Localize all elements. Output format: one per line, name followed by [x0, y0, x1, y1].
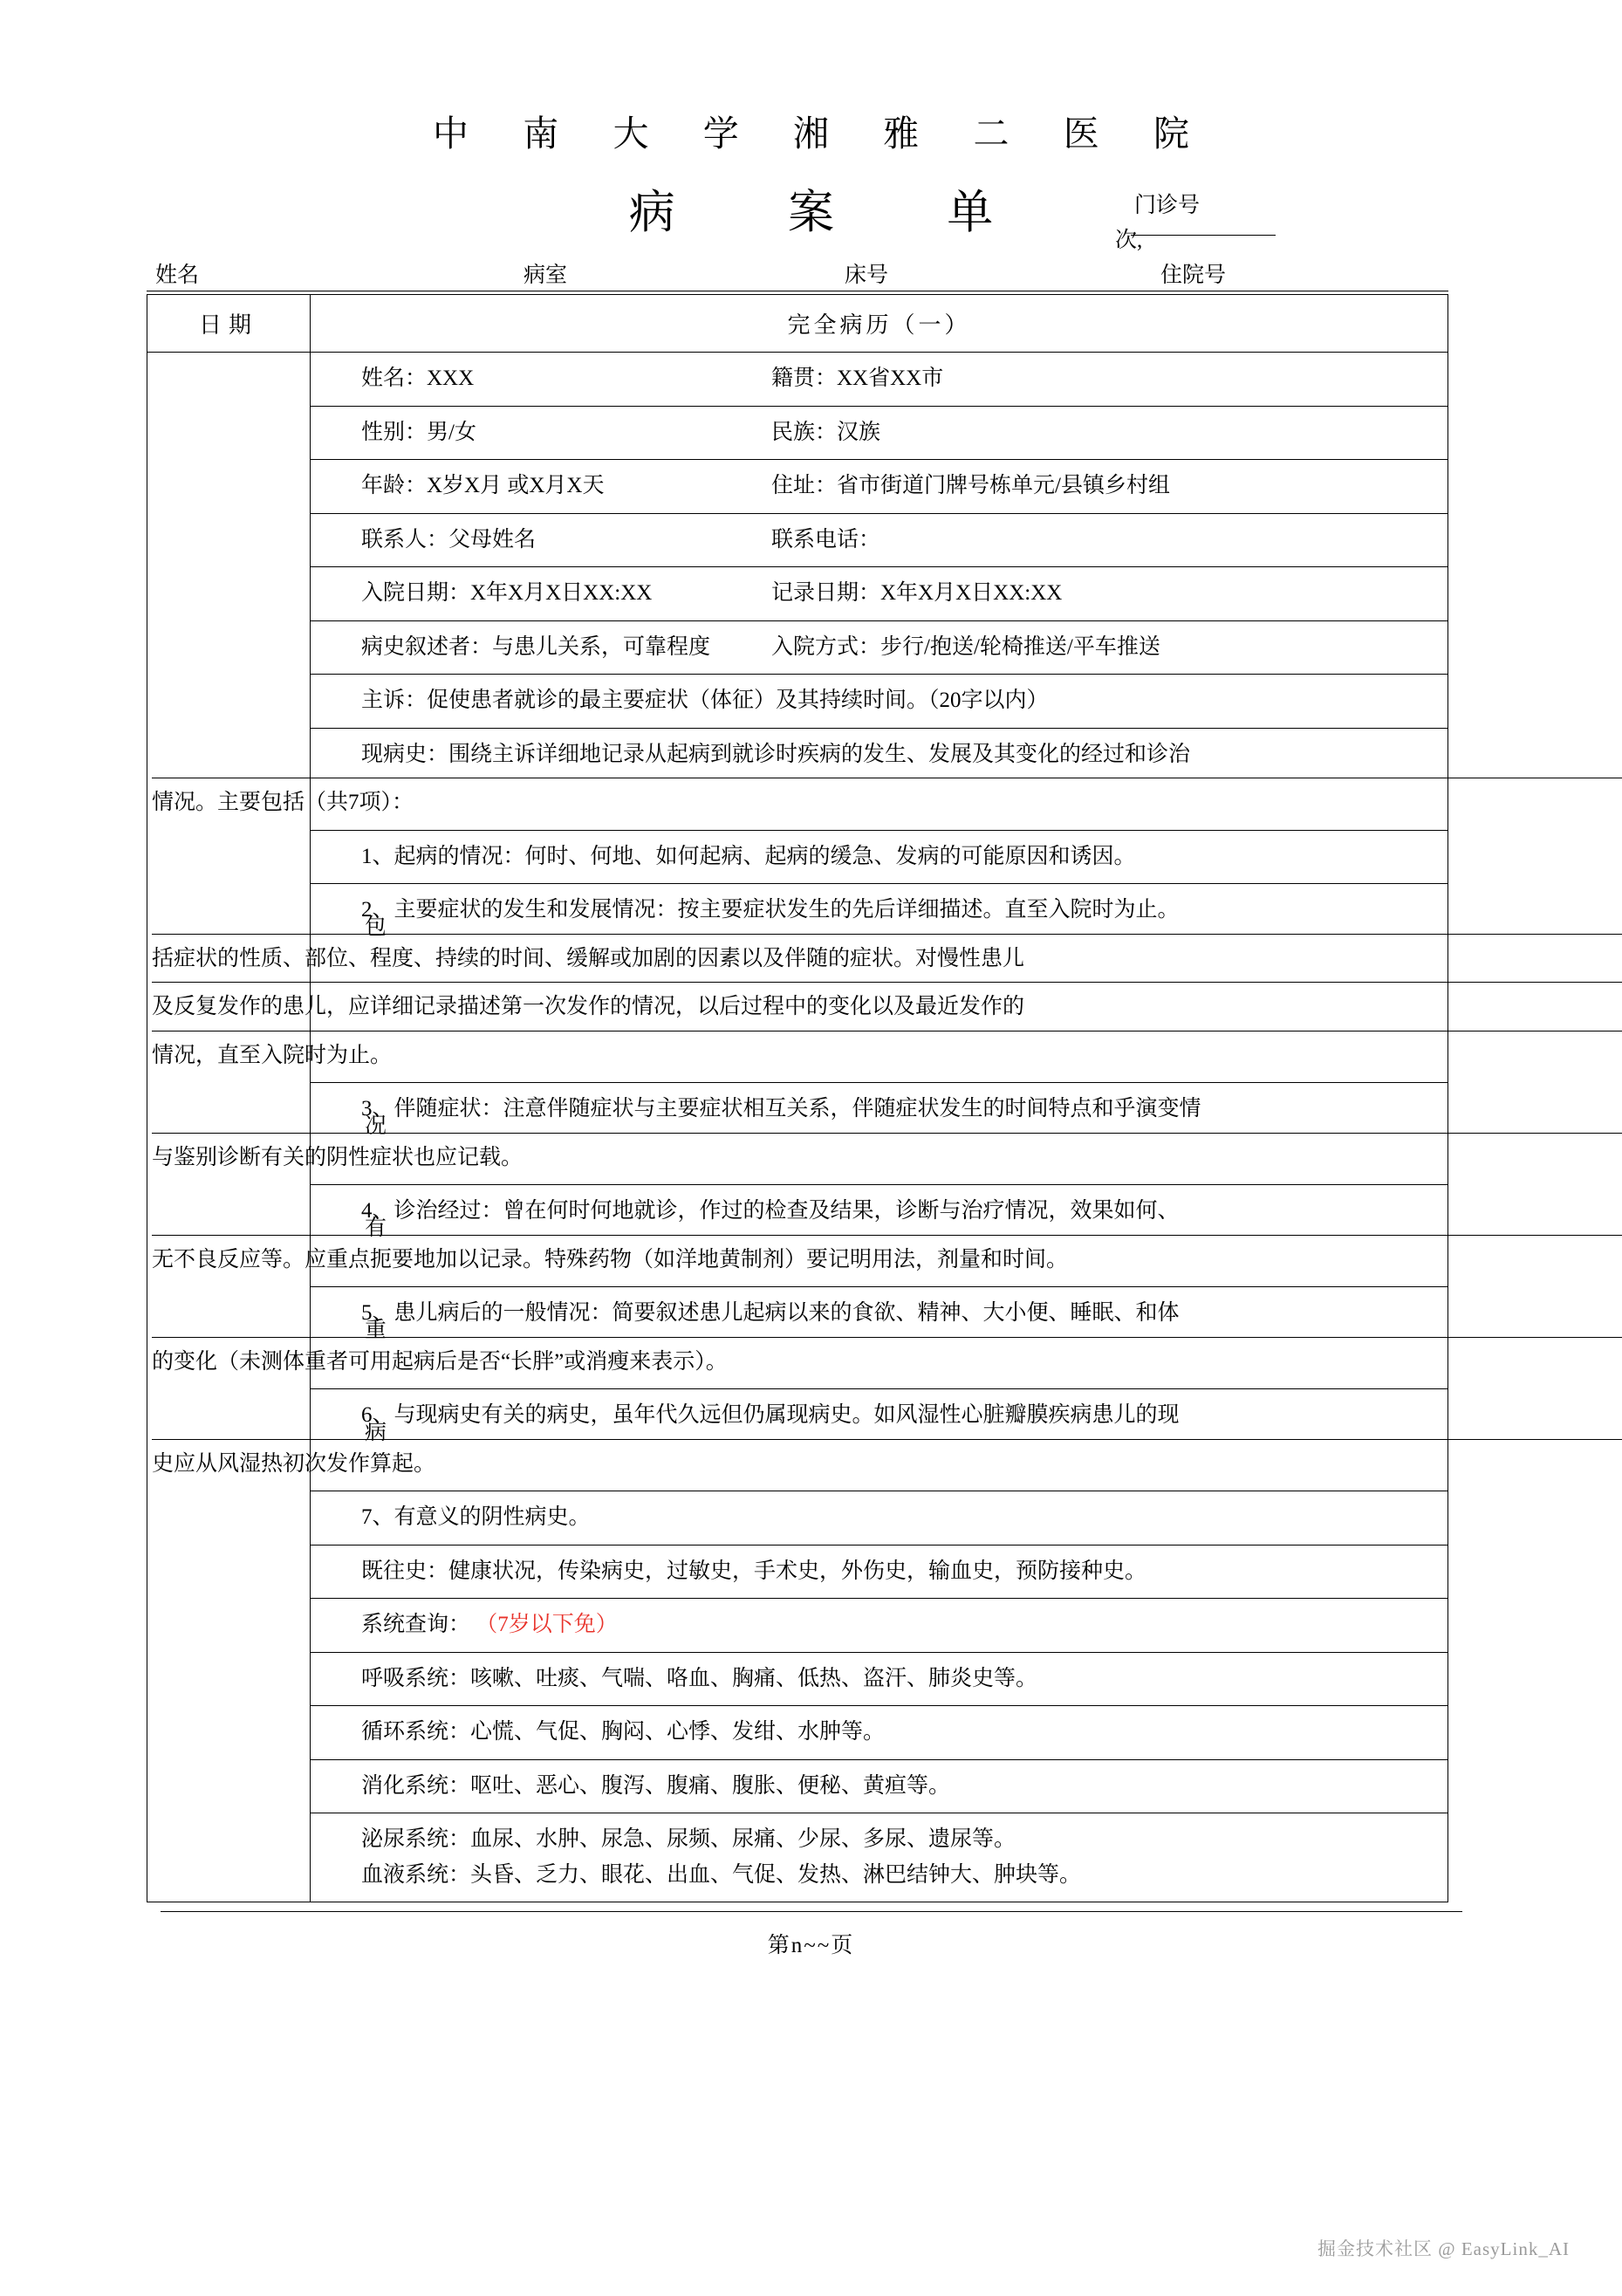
row-field-left: 联系人：父母姓名: [361, 527, 537, 552]
date-column-header: 日期: [198, 312, 258, 338]
table-row: 主诉：促使患者就诊的最主要症状（体征）及其持续时间。（20字以内）: [311, 674, 1447, 728]
row-field-right: 民族：汉族: [771, 420, 881, 444]
row-hanging-char: 况: [365, 1114, 387, 1138]
row-overflow-line: 与鉴别诊断有关的阴性症状也应记载。 况: [152, 1133, 1622, 1176]
page-number: 第n~~页: [767, 1934, 855, 1957]
page-title: 病 案 单: [628, 188, 1044, 238]
row-field-left: 姓名：XXX: [361, 367, 475, 390]
date-column-header-cell: [147, 295, 311, 353]
row-field-left: 年龄：X岁X月 或X月X天: [361, 474, 605, 497]
table-row: [311, 1598, 1447, 1652]
system-query-note: （7岁以下免）: [476, 1613, 618, 1636]
table-row: 1、起病的情况：何时、何地、如何起病、起病的缓急、发病的可能原因和诱因。: [311, 830, 1447, 884]
document-header: [0, 105, 1622, 252]
row-field-right: 住址：省市街道门牌号栋单元/县镇乡村组: [771, 474, 1170, 497]
rule-outpatient: [1131, 235, 1276, 236]
row-field-left: 入院日期：X年X月X日XX:XX: [361, 581, 653, 605]
row-hanging-char: 病: [365, 1420, 387, 1444]
hospital-name: 中 南 大 学 湘 雅 二 医 院: [433, 113, 1212, 154]
row-field-right: 入院方式：步行/抱送/轮椅推送/平车推送: [771, 634, 1160, 659]
row-overflow-line: 及反复发作的患儿，应详细记录描述第一次发作的情况，以后过程中的变化以及最近发作的: [152, 982, 1622, 1025]
table-row: [152, 1082, 1447, 1184]
identity-line: [0, 245, 1622, 291]
table-row: [311, 513, 1447, 567]
row-overflow-line: 史应从风湿热初次发作算起。 病: [152, 1439, 1622, 1483]
row-overflow-line: 的变化（未测体重者可用起病后是否“长胖”或消瘦来表示）。 重: [152, 1337, 1622, 1381]
table-row: [311, 1813, 1447, 1902]
field-label-name: 姓名: [155, 264, 200, 287]
table-row: [152, 728, 1447, 830]
table-row: [311, 406, 1447, 460]
row-text-line: 现病史：围绕主诉详细地记录从起病到就诊时疾病的发生、发展及其变化的经过和诊治: [361, 742, 1191, 766]
row-overflow-line: 无不良反应等。应重点扼要地加以记录。特殊药物（如洋地黄制剂）要记明用法，剂量和时间。 有: [152, 1235, 1622, 1278]
case-record-table: [147, 294, 1448, 1902]
system-query-label: 系统查询：: [361, 1613, 471, 1636]
table-row: [311, 620, 1447, 675]
row-text-line: 泌尿系统：血尿、水肿、尿急、尿频、尿痛、少尿、多尿、遗尿等。: [361, 1827, 1016, 1851]
row-hanging-char: 包: [365, 915, 387, 939]
table-row: [152, 1388, 1447, 1491]
row-hanging-char: 有: [365, 1216, 387, 1240]
title-row: [0, 175, 1622, 252]
table-row: [152, 883, 1447, 1082]
footer-divider: [161, 1911, 1462, 1912]
field-label-bed: 床号: [845, 264, 889, 287]
row-text-line: 血液系统：头昏、乏力、眼花、出血、气促、发热、淋巴结钟大、肿块等。: [361, 1862, 1082, 1887]
field-label-room: 病室: [524, 264, 568, 287]
row-field-right: 籍贯：XX省XX市: [771, 367, 944, 390]
row-field-left: 病史叙述者：与患儿关系，可靠程度: [361, 634, 711, 659]
content-column-body: [152, 353, 1448, 1902]
table-row: [311, 353, 1447, 406]
table-row: 既往史：健康状况，传染病史，过敏史，手术史，外伤史，输血史，预防接种史。: [311, 1545, 1447, 1599]
row-overflow-line: 情况，直至入院时为止。: [152, 1031, 1622, 1074]
section-title-cell: [311, 295, 1448, 353]
outpatient-number-label: 门诊号: [1134, 194, 1201, 217]
row-field-left: 性别：男/女: [361, 420, 476, 444]
content-rows: [152, 353, 1447, 1902]
row-text-line: 2、主要症状的发生和发展情况：按主要症状发生的先后详细描述。直至入院时为止。: [361, 898, 1180, 922]
row-field-right: 联系电话：: [771, 527, 881, 552]
row-text-line: 4、诊治经过：曾在何时何地就诊，作过的检查及结果，诊断与治疗情况，效果如何、: [361, 1199, 1180, 1223]
row-text-line: 5、患儿病后的一般情况：简要叙述患儿起病以来的食欲、精神、大小便、睡眠、和体: [361, 1301, 1180, 1325]
row-field-right: 记录日期：X年X月X日XX:XX: [771, 581, 1063, 605]
table-row: [152, 1286, 1447, 1388]
field-label-inpatient-no: 住院号: [1160, 264, 1227, 287]
table-row: [311, 459, 1447, 513]
row-overflow-line: 括症状的性质、部位、程度、持续的时间、缓解或加剧的因素以及伴随的症状。对慢性患儿 包: [152, 934, 1622, 977]
table-row: 7、有意义的阴性病史。: [311, 1491, 1447, 1545]
date-column-body: [147, 353, 311, 1902]
table-row: 消化系统：呕吐、恶心、腹泻、腹痛、腹胀、便秘、黄疸等。: [311, 1759, 1447, 1813]
outpatient-number-sub: 次,: [1115, 228, 1143, 252]
table-row: 呼吸系统：咳嗽、吐痰、气喘、咯血、胸痛、低热、盗汗、肺炎史等。: [311, 1652, 1447, 1706]
row-overflow-line: 情况。主要包括（共7项）：: [152, 778, 1622, 821]
table-row: 循环系统：心慌、气促、胸闷、心悸、发绀、水肿等。: [311, 1705, 1447, 1759]
table-head-row: [147, 295, 1448, 353]
table-row: [152, 1184, 1447, 1286]
section-title: 完全病历（一）: [787, 312, 971, 338]
watermark: 掘金技术社区 @ EasyLink_AI: [1317, 2238, 1570, 2259]
table-body-row: [147, 353, 1448, 1902]
row-text-line: 3、伴随症状：注意伴随症状与主要症状相互关系，伴随症状发生的时间特点和乎演变情: [361, 1097, 1201, 1121]
row-hanging-char: 重: [365, 1318, 387, 1342]
table-row: [311, 566, 1447, 620]
row-text-line: 6、与现病史有关的病史，虽年代久远但仍属现病史。如风湿性心脏瓣膜疾病患儿的现: [361, 1403, 1180, 1427]
